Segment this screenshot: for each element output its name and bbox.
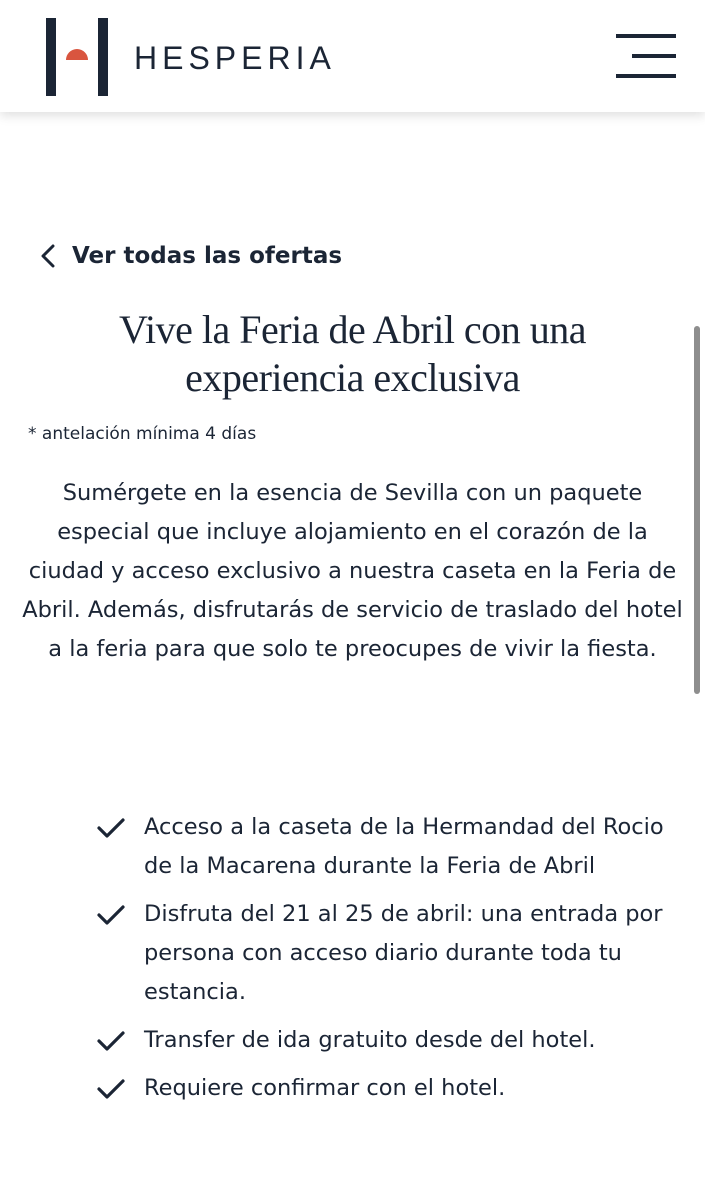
check-icon: [96, 817, 126, 839]
check-icon: [96, 1030, 126, 1052]
feature-list: [96, 808, 676, 1117]
feature-item: [96, 1021, 676, 1060]
brand-name: HESPERIA: [134, 40, 336, 76]
hesperia-h-logo-icon[interactable]: [46, 18, 108, 96]
hamburger-menu-icon[interactable]: [612, 30, 678, 82]
site-header: [0, 0, 705, 112]
booking-note: * antelación mínima 4 días: [28, 424, 257, 444]
check-icon: [96, 1078, 126, 1100]
feature-text: Requiere confirmar con el hotel.: [144, 1075, 506, 1101]
check-icon: [96, 904, 126, 926]
back-link-label: Ver todas las ofertas: [72, 243, 343, 269]
back-to-offers-link[interactable]: [38, 238, 342, 274]
feature-text: Transfer de ida gratuito desde del hotel.: [144, 1027, 596, 1053]
chevron-left-icon: [38, 242, 58, 270]
feature-item: [96, 808, 676, 886]
scrollbar[interactable]: [694, 326, 700, 694]
page-title: Vive la Feria de Abril con una experiencia exclusiva: [119, 307, 586, 400]
offer-description: Sumérgete en la esencia de Sevilla con un paquete especial que incluye alojamiento en el corazón de la ciudad y acceso exclusivo a nuestra caseta en la Feria de Abril. Además, disfrutarás de servicio de traslado del hotel a la feria para que solo te preocupes de vivir la fiesta.: [22, 480, 683, 662]
feature-item: [96, 1069, 676, 1108]
feature-text: Acceso a la caseta de la Hermandad del Rocio de la Macarena durante la Feria de Abril: [144, 814, 664, 879]
feature-item: [96, 895, 676, 1012]
feature-text: Disfruta del 21 al 25 de abril: una entrada por persona con acceso diario durante toda tu estancia.: [144, 901, 663, 1005]
